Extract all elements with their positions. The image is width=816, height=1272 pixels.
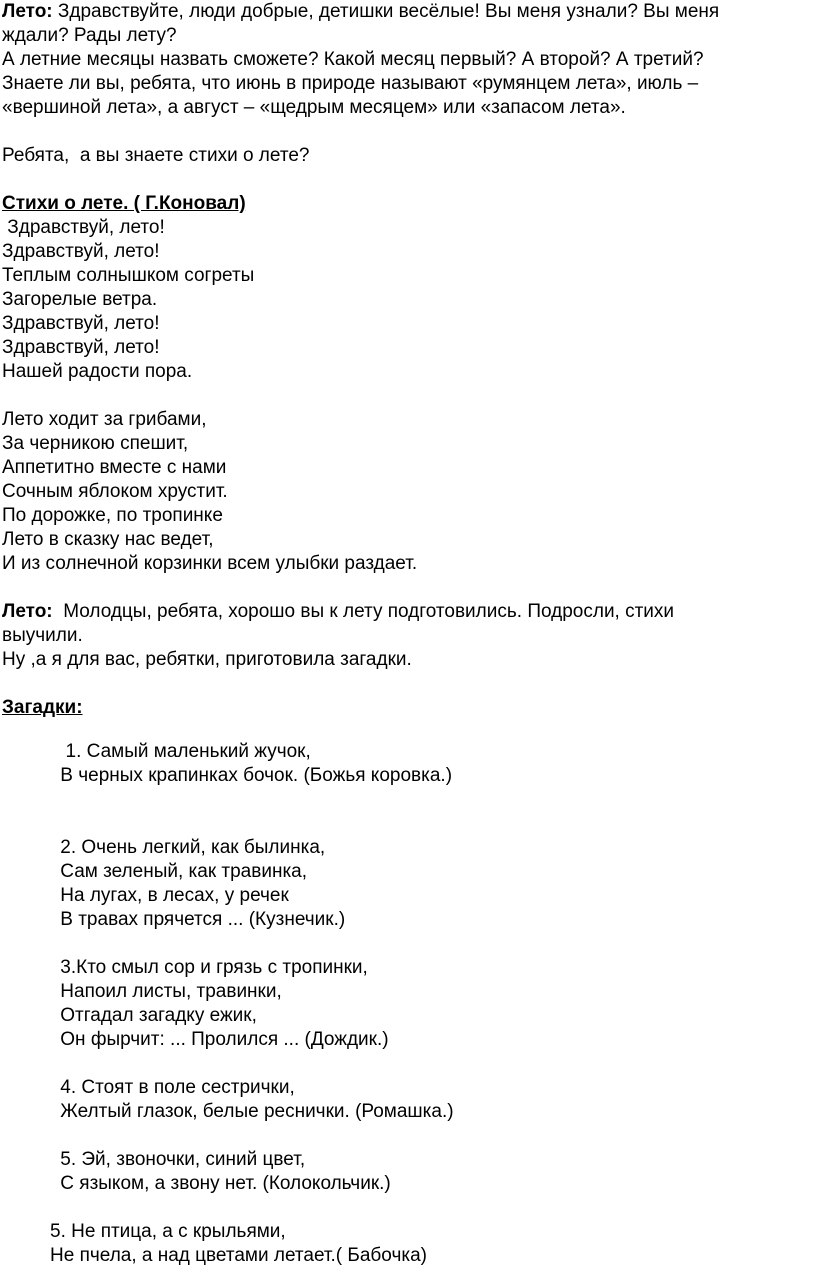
riddle-line: 1. Самый маленький жучок,: [55, 741, 311, 762]
poem-line: Здравствуй, лето!: [2, 217, 165, 238]
outro-text: Ну ,а я для вас, ребятки, приготовила загадки.: [2, 649, 412, 670]
outro-text: Молодцы, ребята, хорошо вы к лету подготовились. Подросли, стихи: [52, 601, 675, 622]
riddle-line: 3.Кто смыл сор и грязь с тропинки,: [55, 957, 368, 978]
intro-text: Здравствуйте, люди добрые, детишки весёлые! Вы меня узнали? Вы меня: [52, 1, 720, 22]
riddle-line: 2. Очень легкий, как былинка,: [55, 837, 326, 858]
poem-line: Сочным яблоком хрустит.: [2, 481, 228, 502]
intro-text: А летние месяцы назвать сможете? Какой месяц первый? А второй? А третий?: [2, 49, 704, 70]
riddle-item: [55, 740, 816, 788]
poem-stanza-2: [2, 408, 816, 576]
poem-stanza-1: [2, 216, 816, 384]
riddle-item: [55, 1148, 816, 1196]
riddle-line: Отгадал загадку ежик,: [55, 1005, 257, 1026]
poem-line: Лето ходит за грибами,: [2, 409, 207, 430]
riddle-line: Желтый глазок, белые реснички. (Ромашка.): [55, 1101, 454, 1122]
riddle-item: [55, 956, 816, 1052]
intro-text: ждали? Рады лету?: [2, 25, 177, 46]
riddle-line: Сам зеленый, как травинка,: [55, 861, 308, 882]
poem-line: Здравствуй, лето!: [2, 337, 160, 358]
poem-line: Здравствуй, лето!: [2, 241, 160, 262]
poem-line: Лето в сказку нас ведет,: [2, 529, 214, 550]
riddle-line: 4. Стоят в поле сестрички,: [55, 1077, 295, 1098]
riddle-item: [50, 1220, 816, 1268]
riddle-line: На лугах, в лесах, у речек: [55, 885, 289, 906]
intro-paragraph: [2, 0, 816, 120]
riddles-list: [2, 740, 816, 1268]
poem-line: И из солнечной корзинки всем улыбки раздает.: [2, 553, 418, 574]
riddle-line: С языком, а звону нет. (Колокольчик.): [55, 1173, 391, 1194]
poem-heading: Стихи о лете. ( Г.Коновал): [2, 193, 246, 214]
outro-text: выучили.: [2, 625, 83, 646]
riddle-line: 5. Эй, звоночки, синий цвет,: [55, 1149, 306, 1170]
poem-line: Теплым солнышком согреты: [2, 265, 255, 286]
riddle-line: В травах прячется ... (Кузнечик.): [55, 909, 346, 930]
riddle-line: Напоил листы, травинки,: [55, 981, 282, 1002]
poem-line: Загорелые ветра.: [2, 289, 158, 310]
intro-text: Знаете ли вы, ребята, что июнь в природе называют «румянцем лета», июль –: [2, 73, 699, 94]
riddle-line: Не пчела, а над цветами летает.( Бабочка): [50, 1245, 427, 1266]
riddle-item: [55, 1076, 816, 1124]
riddle-line: В черных крапинках бочок. (Божья коровка.): [55, 765, 453, 786]
speaker-label: Лето:: [2, 1, 53, 22]
intro-text: «вершиной лета», а август – «щедрым месяцем» или «запасом лета».: [2, 97, 626, 118]
poem-line: Здравствуй, лето!: [2, 313, 160, 334]
riddle-line: 5. Не птица, а с крыльями,: [50, 1221, 286, 1242]
poem-line: Аппетитно вместе с нами: [2, 457, 227, 478]
poem-line: По дорожке, по тропинке: [2, 505, 223, 526]
outro-paragraph: [2, 600, 816, 672]
poem-line: Нашей радости пора.: [2, 361, 193, 382]
speaker-label: Лето:: [2, 601, 53, 622]
question-text: Ребята, а вы знаете стихи о лете?: [2, 145, 310, 166]
riddle-line: Он фырчит: ... Пролился ... (Дождик.): [55, 1029, 389, 1050]
poem-line: За черникою спешит,: [2, 433, 189, 454]
riddles-heading: Загадки:: [2, 697, 83, 718]
riddle-item: [55, 836, 816, 932]
